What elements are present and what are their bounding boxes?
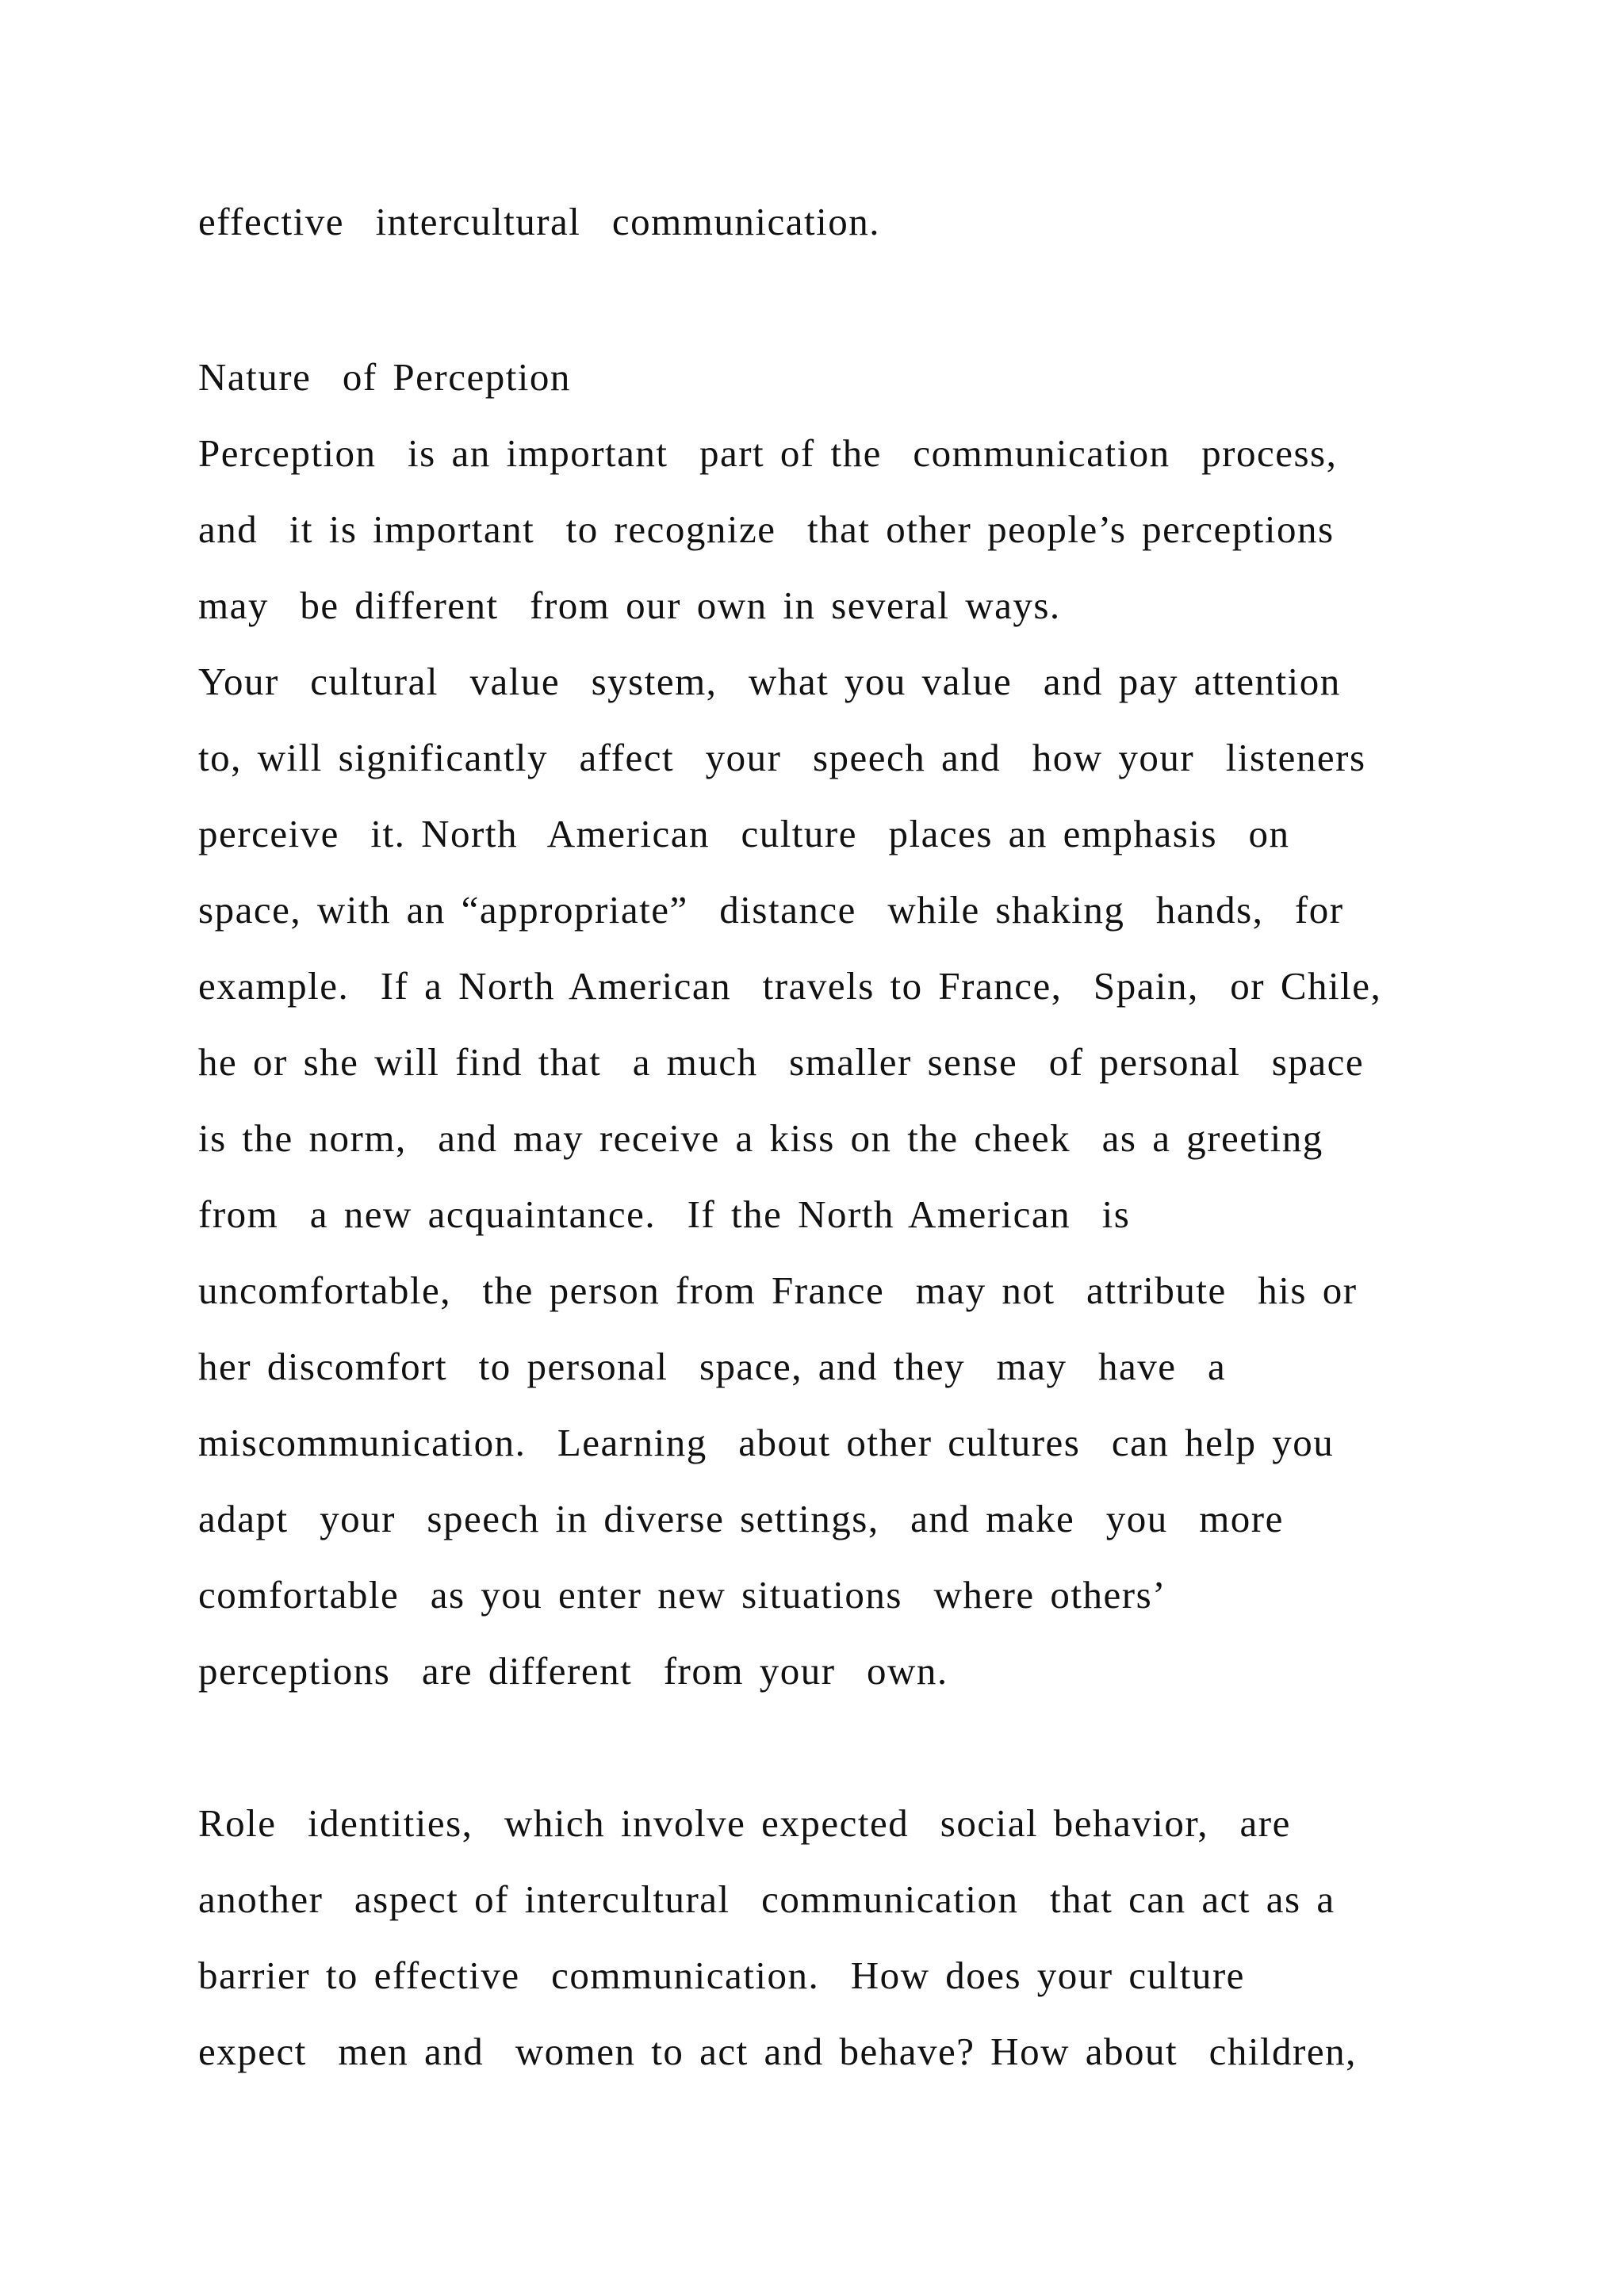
text-line-8: perceive it. North American culture places an emphasis on <box>198 812 1290 855</box>
text-line-22: barrier to effective communication. How does your culture <box>198 1954 1245 1997</box>
text-line-10: example. If a North American travels to France, Spain, or Chile, <box>198 964 1382 1008</box>
text-line-23: expect men and women to act and behave? How about children, <box>198 2030 1357 2073</box>
text-line-3: Perception is an important part of the communication process, <box>198 431 1338 475</box>
text-line-14: uncomfortable, the person from France may not attribute his or <box>198 1269 1358 1312</box>
text-line-17: adapt your speech in diverse settings, and make you more <box>198 1497 1284 1540</box>
text-line-21: another aspect of intercultural communication that can act as a <box>198 1877 1335 1921</box>
text-line-7: to, will significantly affect your speech and how your listeners <box>198 736 1366 779</box>
text-line-11: he or she will find that a much smaller sense of personal space <box>198 1040 1365 1084</box>
text-line-19: perceptions are different from your own. <box>198 1649 948 1693</box>
text-line-15: her discomfort to personal space, and they may have a <box>198 1345 1227 1388</box>
text-line-5: may be different from our own in several ways. <box>198 584 1061 627</box>
text-line-1: effective intercultural communication. <box>198 200 880 243</box>
section-heading: Nature of Perception <box>198 355 571 399</box>
text-line-6: Your cultural value system, what you value and pay attention <box>198 660 1341 703</box>
text-line-13: from a new acquaintance. If the North American is <box>198 1192 1131 1236</box>
text-line-20: Role identities, which involve expected social behavior, are <box>198 1801 1291 1845</box>
text-line-9: space, with an “appropriate” distance while shaking hands, for <box>198 888 1344 932</box>
text-line-18: comfortable as you enter new situations where others’ <box>198 1573 1166 1617</box>
text-line-12: is the norm, and may receive a kiss on the cheek as a greeting <box>198 1116 1323 1160</box>
text-line-4: and it is important to recognize that other people’s perceptions <box>198 507 1335 551</box>
text-line-16: miscommunication. Learning about other cultures can help you <box>198 1421 1335 1464</box>
